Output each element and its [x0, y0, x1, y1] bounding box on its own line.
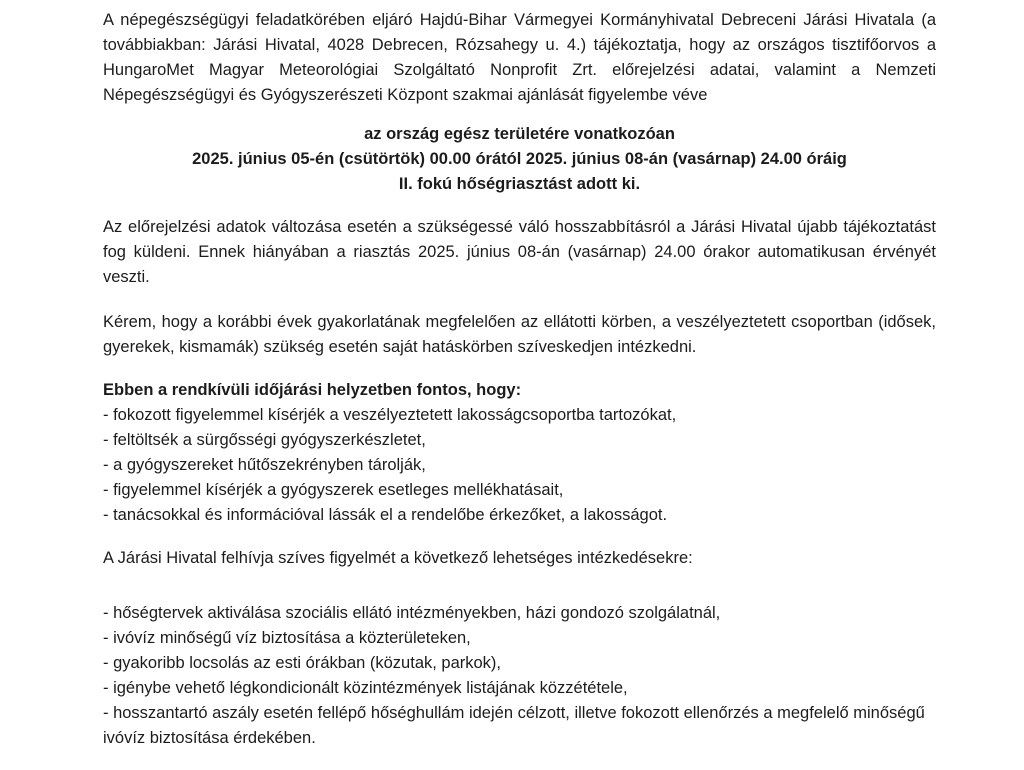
list-item: - hőségtervek aktiválása szociális ellátó intézményekben, házi gondozó szolgálatnál, [103, 604, 721, 622]
list-item: - a gyógyszereket hűtőszekrényben tárolják, [103, 456, 426, 474]
alert-period-line: 2025. június 05-én (csütörtök) 00.00 órától 2025. június 08-án (vasárnap) 24.00 óráig [192, 150, 847, 168]
list-item: - fokozott figyelemmel kísérjék a veszélyeztetett lakosságcsoportba tartozókat, [103, 406, 677, 424]
list-item: - tanácsokkal és információval lássák el a rendelőbe érkezőket, a lakosságot. [103, 506, 668, 524]
list-item: - feltöltsék a sürgősségi gyógyszerkészletet, [103, 431, 426, 449]
forecast-change-paragraph: Az előrejelzési adatok változása esetén a szükségessé váló hosszabbításról a Járási Hivatal újabb tájékoztatást fog küldeni. Ennek hiányában a riasztás 2025. június 08-án (vasárnap) 24.00 órakor automatikusan érvényét veszti. [103, 218, 936, 286]
important-actions-list [103, 403, 936, 528]
measures-intro-paragraph: A Járási Hivatal felhívja szíves figyelmét a következő lehetséges intézkedésekre: [103, 549, 693, 567]
alert-scope-line: az ország egész területére vonatkozóan [364, 125, 675, 143]
list-item: - hosszantartó aszály esetén fellépő hőséghullám idején célzott, illetve fokozott ellenőrzés a megfelelő minőségű ivóvíz biztosítása érdekében. [103, 704, 925, 747]
request-paragraph: Kérem, hogy a korábbi évek gyakorlatának megfelelően az ellátotti körben, a veszélyeztetett csoportban (idősek, gyerekek, kismamák) szükség esetén saját hatáskörben szíveskedjen intézkedni. [103, 313, 936, 356]
important-actions-heading: Ebben a rendkívüli időjárási helyzetben fontos, hogy: [103, 381, 522, 399]
possible-measures-list [103, 601, 936, 751]
list-item: - igénybe vehető légkondicionált közintézmények listájának közzététele, [103, 679, 628, 697]
list-item: - figyelemmel kísérjék a gyógyszerek esetleges mellékhatásait, [103, 481, 564, 499]
intro-paragraph: A népegészségügyi feladatkörében eljáró Hajdú-Bihar Vármegyei Kormányhivatal Debreceni Járási Hivatala (a továbbiakban: Járási Hivatal, 4028 Debrecen, Rózsahegy u. 4.) tájékoztatja, hogy az országos tisztifőorvos a HungaroMet Magyar Meteorológiai Szolgáltató Nonprofit Zrt. előrejelzési adatai, valamint a Nemzeti Népegészségügyi és Gyógyszerészeti Központ szakmai ajánlását figyelembe véve [103, 11, 936, 104]
list-item: - ivóvíz minőségű víz biztosítása a közterületeken, [103, 629, 471, 647]
alert-level-line: II. fokú hőségriasztást adott ki. [398, 175, 641, 193]
list-item: - gyakoribb locsolás az esti órákban (közutak, parkok), [103, 654, 502, 672]
heat-alert-block [103, 122, 936, 197]
